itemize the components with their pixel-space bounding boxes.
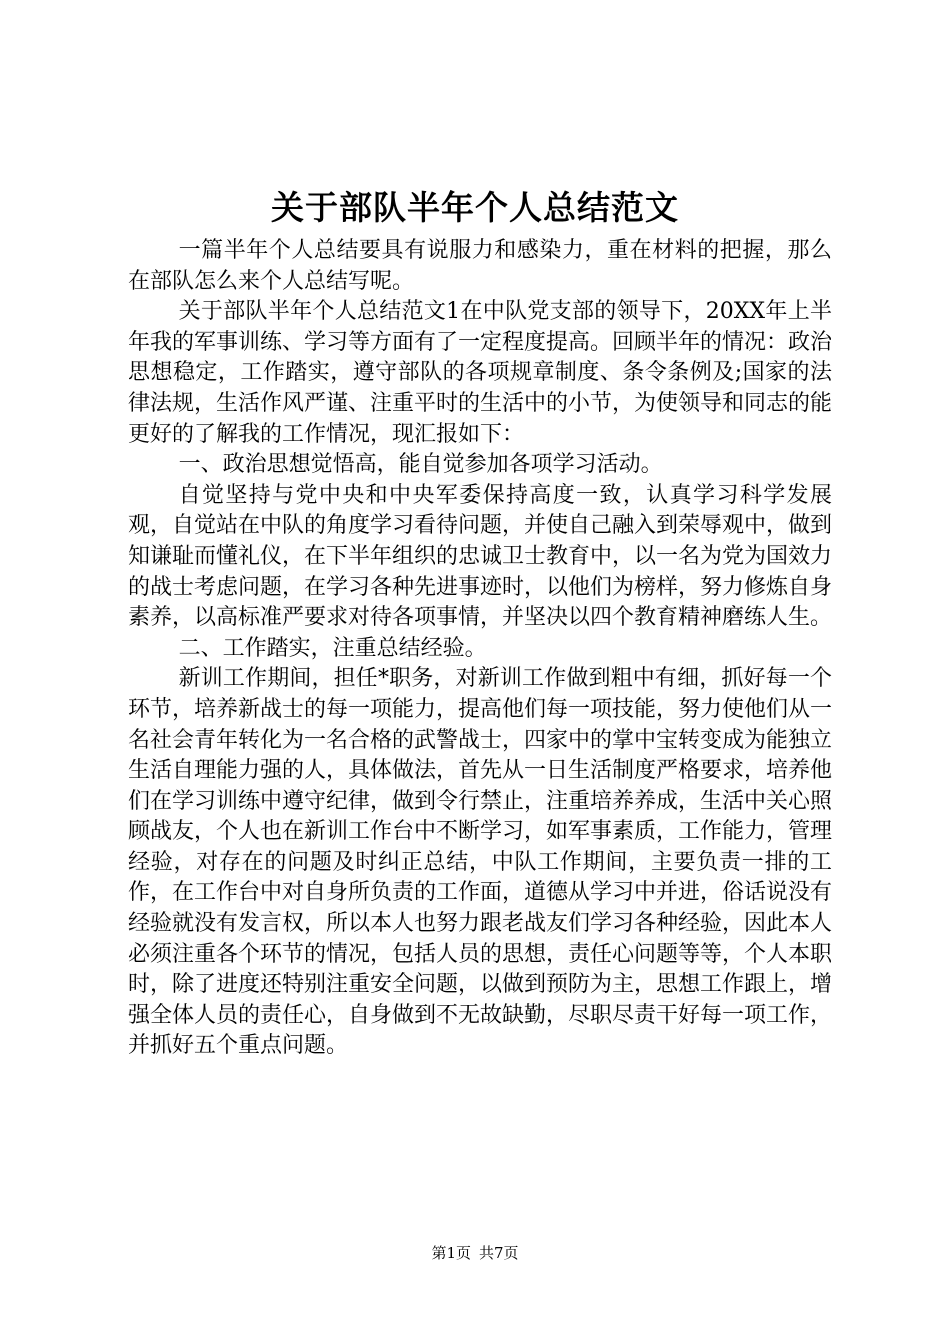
- document-title: 关于部队半年个人总结范文: [271, 188, 679, 227]
- section-heading-work: 二、工作踏实，注重总结经验。: [178, 635, 487, 661]
- page-number: 第1页: [431, 1244, 471, 1262]
- paragraph-intro: 一篇半年个人总结要具有说服力和感染力，重在材料的把握，那么在部队怎么来个人总结写呢。: [128, 238, 832, 294]
- paragraph-political: 自觉坚持与党中央和中央军委保持高度一致，认真学习科学发展观，自觉站在中队的角度学习看待问题，并使自己融入到荣辱观中，做到知谦耻而懂礼仪，在下半年组织的忠诚卫士教育中，以一名为党为国效力的战士考虑问题，在学习各种先进事迹时，以他们为榜样，努力修炼自身素养，以高标准严要求对待各项事情，并坚决以四个教育精神磨练人生。: [128, 482, 833, 631]
- paragraph-work: 新训工作期间，担任*职务，对新训工作做到粗中有细，抓好每一个环节，培养新战士的每一项能力，提高他们每一项技能，努力使他们从一名社会青年转化为一名合格的武警战士，四家中的掌中宝转变成为能独立生活自理能力强的人，具体做法，首先从一日生活制度严格要求，培养他们在学习训练中遵守纪律，做到令行禁止，注重培养养成，生活中关心照顾战友，个人也在新训工作台中不断学习，如军事素质，工作能力，管理经验，对存在的问题及时纠正总结，中队工作期间，主要负责一排的工作，在工作台中对自身所负责的工作面，道德从学习中并进，俗话说没有经验就没有发言权，所以本人也努力跟老战友们学习各种经验，因此本人必须注重各个环节的情况，包括人员的思想，责任心问题等等，个人本职时，除了进度还特别注重安全问题，以做到预防为主，思想工作跟上，增强全体人员的责任心，自身做到不无故缺勤，尽职尽责干好每一项工作，并抓好五个重点问题。: [128, 666, 833, 1059]
- page-total: 共7页: [479, 1244, 519, 1262]
- paragraph-sample-opening: 关于部队半年个人总结范文1在中队党支部的领导下，20XX年上半年我的军事训练、学习等方面有了一定程度提高。回顾半年的情况：政治思想稳定，工作踏实，遵守部队的各项规章制度、条令条例及;国家的法律法规，生活作风严谨、注重平时的生活中的小节，为使领导和同志的能更好的了解我的工作情况，现汇报如下：: [128, 299, 833, 447]
- document-body: [128, 236, 832, 1062]
- section-heading-political: 一、政治思想觉悟高，能自觉参加各项学习活动。: [178, 452, 663, 478]
- page-footer: [0, 1243, 950, 1263]
